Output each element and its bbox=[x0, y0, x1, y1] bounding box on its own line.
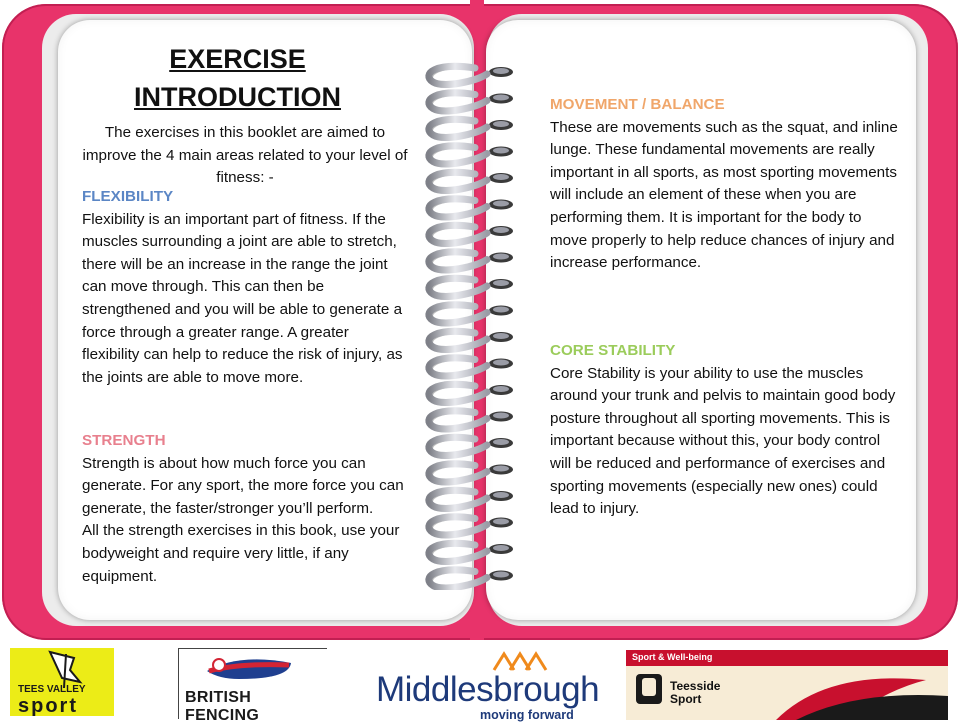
spiral-ring bbox=[429, 358, 513, 376]
teesside-sport-logo bbox=[626, 650, 948, 720]
intro-text: The exercises in this booklet are aimed to improve the 4 main areas related to your level of fitness: - bbox=[82, 124, 408, 187]
strength-heading: STRENGTH bbox=[82, 432, 166, 449]
teesside-name bbox=[670, 680, 720, 706]
spiral-ring bbox=[429, 384, 513, 402]
strength-text-2: All the strength exercises in this book, use your bodyweight and require very little, if any equipment. bbox=[82, 522, 400, 585]
spiral-ring bbox=[429, 411, 513, 429]
page-title: EXERCISE INTRODUCTION bbox=[134, 44, 341, 112]
flexibility-heading: FLEXIBILITY bbox=[82, 188, 174, 205]
spiral-ring bbox=[429, 543, 513, 561]
spiral-ring bbox=[429, 570, 513, 588]
spiral-ring bbox=[429, 252, 513, 270]
flexibility-text: Flexibility is an important part of fitness. If the muscles surrounding a joint are able to stretch, there will be an increase in the range the joint can move through. This can then be strengthened and you will be able to generate a force through a greater range. A greater flexibility can help to reduce the risk of injury, as the joints are able to move more. bbox=[82, 210, 403, 386]
core-text: Core Stability is your ability to use the muscles around your trunk and pelvis to maintain good body posture throughout all sporting movements. This is important because without this, your body control will be reduced and performance of exercises and sporting movements (especially new ones) could lead to injury. bbox=[550, 364, 896, 518]
teesside-band-text: Sport & Well-being bbox=[632, 652, 713, 662]
spiral-ring bbox=[429, 66, 513, 84]
core-heading: CORE STABILITY bbox=[550, 342, 676, 359]
tees-valley-sport-logo bbox=[10, 648, 114, 716]
spiral-ring bbox=[429, 199, 513, 217]
middlesbrough-text: Middlesbrough bbox=[376, 670, 600, 709]
teesside-name-line1: Teesside bbox=[670, 679, 721, 693]
tees-valley-line2: sport bbox=[18, 695, 78, 716]
spiral-ring bbox=[429, 331, 513, 349]
spiral-ring bbox=[429, 305, 513, 323]
movement-text: These are movements such as the squat, and inline lunge. These fundamental movements are really important in all sports, as most sporting movements will include an element of these when you are performing them. It is important for the body to move properly to help reduce chances of injury and increase performance. bbox=[550, 118, 898, 272]
british-fencing-logo bbox=[178, 648, 327, 724]
middlesbrough-logo bbox=[370, 648, 600, 722]
teesside-name-line2: Sport bbox=[670, 692, 702, 706]
strength-section bbox=[82, 430, 410, 588]
spiral-ring bbox=[429, 437, 513, 455]
flexibility-section bbox=[82, 186, 410, 389]
spiral-ring bbox=[429, 119, 513, 137]
spiral-ring bbox=[429, 93, 513, 111]
spiral-ring bbox=[429, 517, 513, 535]
spiral-ring bbox=[429, 490, 513, 508]
spiral-ring bbox=[429, 278, 513, 296]
fencing-emblem-icon bbox=[179, 649, 327, 689]
movement-heading: MOVEMENT / BALANCE bbox=[550, 96, 725, 113]
spiral-ring bbox=[429, 225, 513, 243]
strength-text: Strength is about how much force you can generate. For any sport, the more force you can generate, the faster/stronger you’ll perform. bbox=[82, 454, 404, 517]
core-section bbox=[550, 340, 898, 521]
spiral-ring bbox=[429, 172, 513, 190]
tees-valley-flag-icon bbox=[10, 648, 114, 716]
spiral-binding bbox=[415, 50, 525, 590]
british-fencing-text: BRITISH FENCING bbox=[185, 689, 260, 724]
spiral-ring bbox=[429, 464, 513, 482]
tees-valley-line1: TEES VALLEY bbox=[18, 684, 86, 695]
spiral-ring bbox=[429, 146, 513, 164]
middlesbrough-tagline: moving forward bbox=[480, 708, 574, 722]
movement-section bbox=[550, 94, 898, 275]
